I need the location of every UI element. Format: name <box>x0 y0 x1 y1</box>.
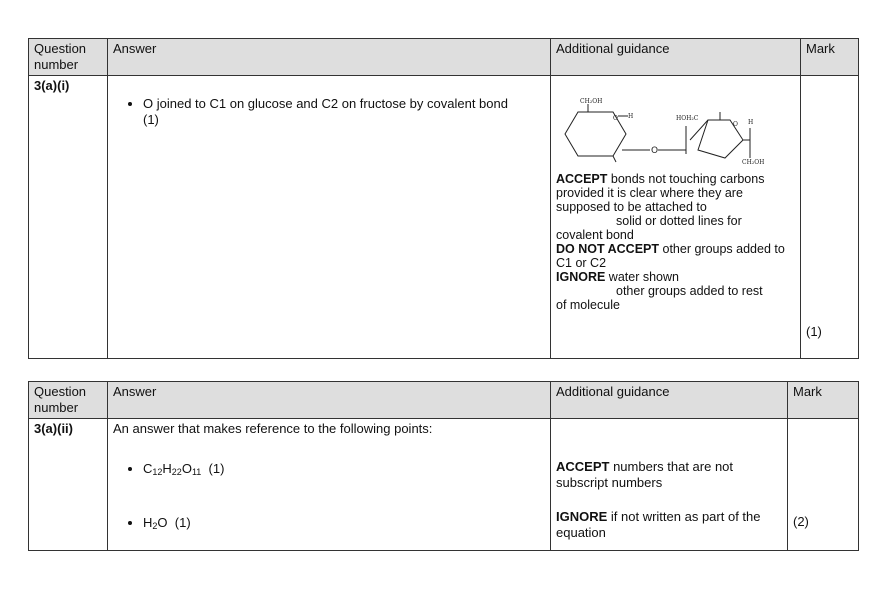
ignore-text: if not written as part of the equation <box>556 509 761 540</box>
header-additional-guidance: Additional guidance <box>551 39 801 76</box>
header-question-number: Question number <box>29 39 108 76</box>
do-not-accept-text: other groups added to C1 or C2 <box>556 242 785 270</box>
accept-text: numbers that are not subscript numbers <box>556 459 734 490</box>
ignore-text: water shown <box>605 270 679 284</box>
answer-bullet: • O joined to C1 on glucose and C2 on fructose by covalent bond (1) <box>143 96 525 128</box>
table-row <box>29 76 859 359</box>
answer-bullet-water-formula: • $H_2O$ (1) <box>143 515 545 534</box>
ignore-tail: of molecule <box>556 298 620 312</box>
sucrose-structure-diagram <box>558 98 778 166</box>
mark-value: (2) <box>793 514 809 529</box>
mark-cell <box>801 76 859 359</box>
fructose-ring-oxygen: O <box>733 121 738 128</box>
header-answer: Answer <box>108 39 551 76</box>
answer-list <box>113 461 545 534</box>
ignore-keyword: IGNORE <box>556 270 606 284</box>
answer-cell <box>108 76 551 359</box>
ignore-keyword: IGNORE <box>556 509 608 524</box>
do-not-accept-keyword: DO NOT ACCEPT <box>556 242 660 256</box>
question-number-cell <box>29 419 108 551</box>
mark-scheme-table-3ai <box>28 38 859 359</box>
glycosidic-oxygen: O <box>651 146 659 156</box>
ch2oh-top-label: CH₂OH <box>580 98 603 105</box>
answer-list <box>113 96 545 128</box>
h-right-label: H <box>748 119 754 126</box>
glucose-ring-oxygen: O <box>613 115 618 122</box>
guidance-cell <box>551 76 801 359</box>
table-header-row <box>29 382 859 419</box>
header-additional-guidance: Additional guidance <box>551 382 788 419</box>
guidance-accept <box>556 459 782 491</box>
table-header-row <box>29 39 859 76</box>
table-row <box>29 419 859 551</box>
answer-bullet-sucrose-formula: • $C_{12}H_{22}O_{11}$ (1) <box>143 461 545 480</box>
question-number: 3(a)(ii) <box>34 421 73 436</box>
mark-value: (1) <box>806 324 822 339</box>
mark-scheme-table-3aii <box>28 381 859 551</box>
header-answer: Answer <box>108 382 551 419</box>
answer-intro: An answer that makes reference to the following points: <box>113 421 433 436</box>
accept-tail: covalent bond <box>556 228 634 242</box>
question-number: 3(a)(i) <box>34 78 70 93</box>
header-question-number: Question number <box>29 382 108 419</box>
mark-cell <box>788 419 859 551</box>
guidance-text <box>556 172 795 312</box>
answer-cell <box>108 419 551 551</box>
header-mark: Mark <box>801 39 859 76</box>
h-left-label: H <box>628 113 634 120</box>
accept-text: bonds not touching carbons provided it is clear where they are supposed to be attached to <box>556 172 765 214</box>
ch2oh-bottom-label: CH₂OH <box>742 159 765 166</box>
question-number-cell <box>29 76 108 359</box>
hoh2c-label: HOH₂C <box>676 115 699 122</box>
accept-keyword: ACCEPT <box>556 172 608 186</box>
header-mark: Mark <box>788 382 859 419</box>
guidance-ignore <box>556 509 782 541</box>
guidance-cell <box>551 419 788 551</box>
ignore-subtext: other groups added to rest <box>616 284 763 298</box>
accept-keyword: ACCEPT <box>556 459 610 474</box>
accept-subtext: solid or dotted lines for <box>616 214 742 228</box>
